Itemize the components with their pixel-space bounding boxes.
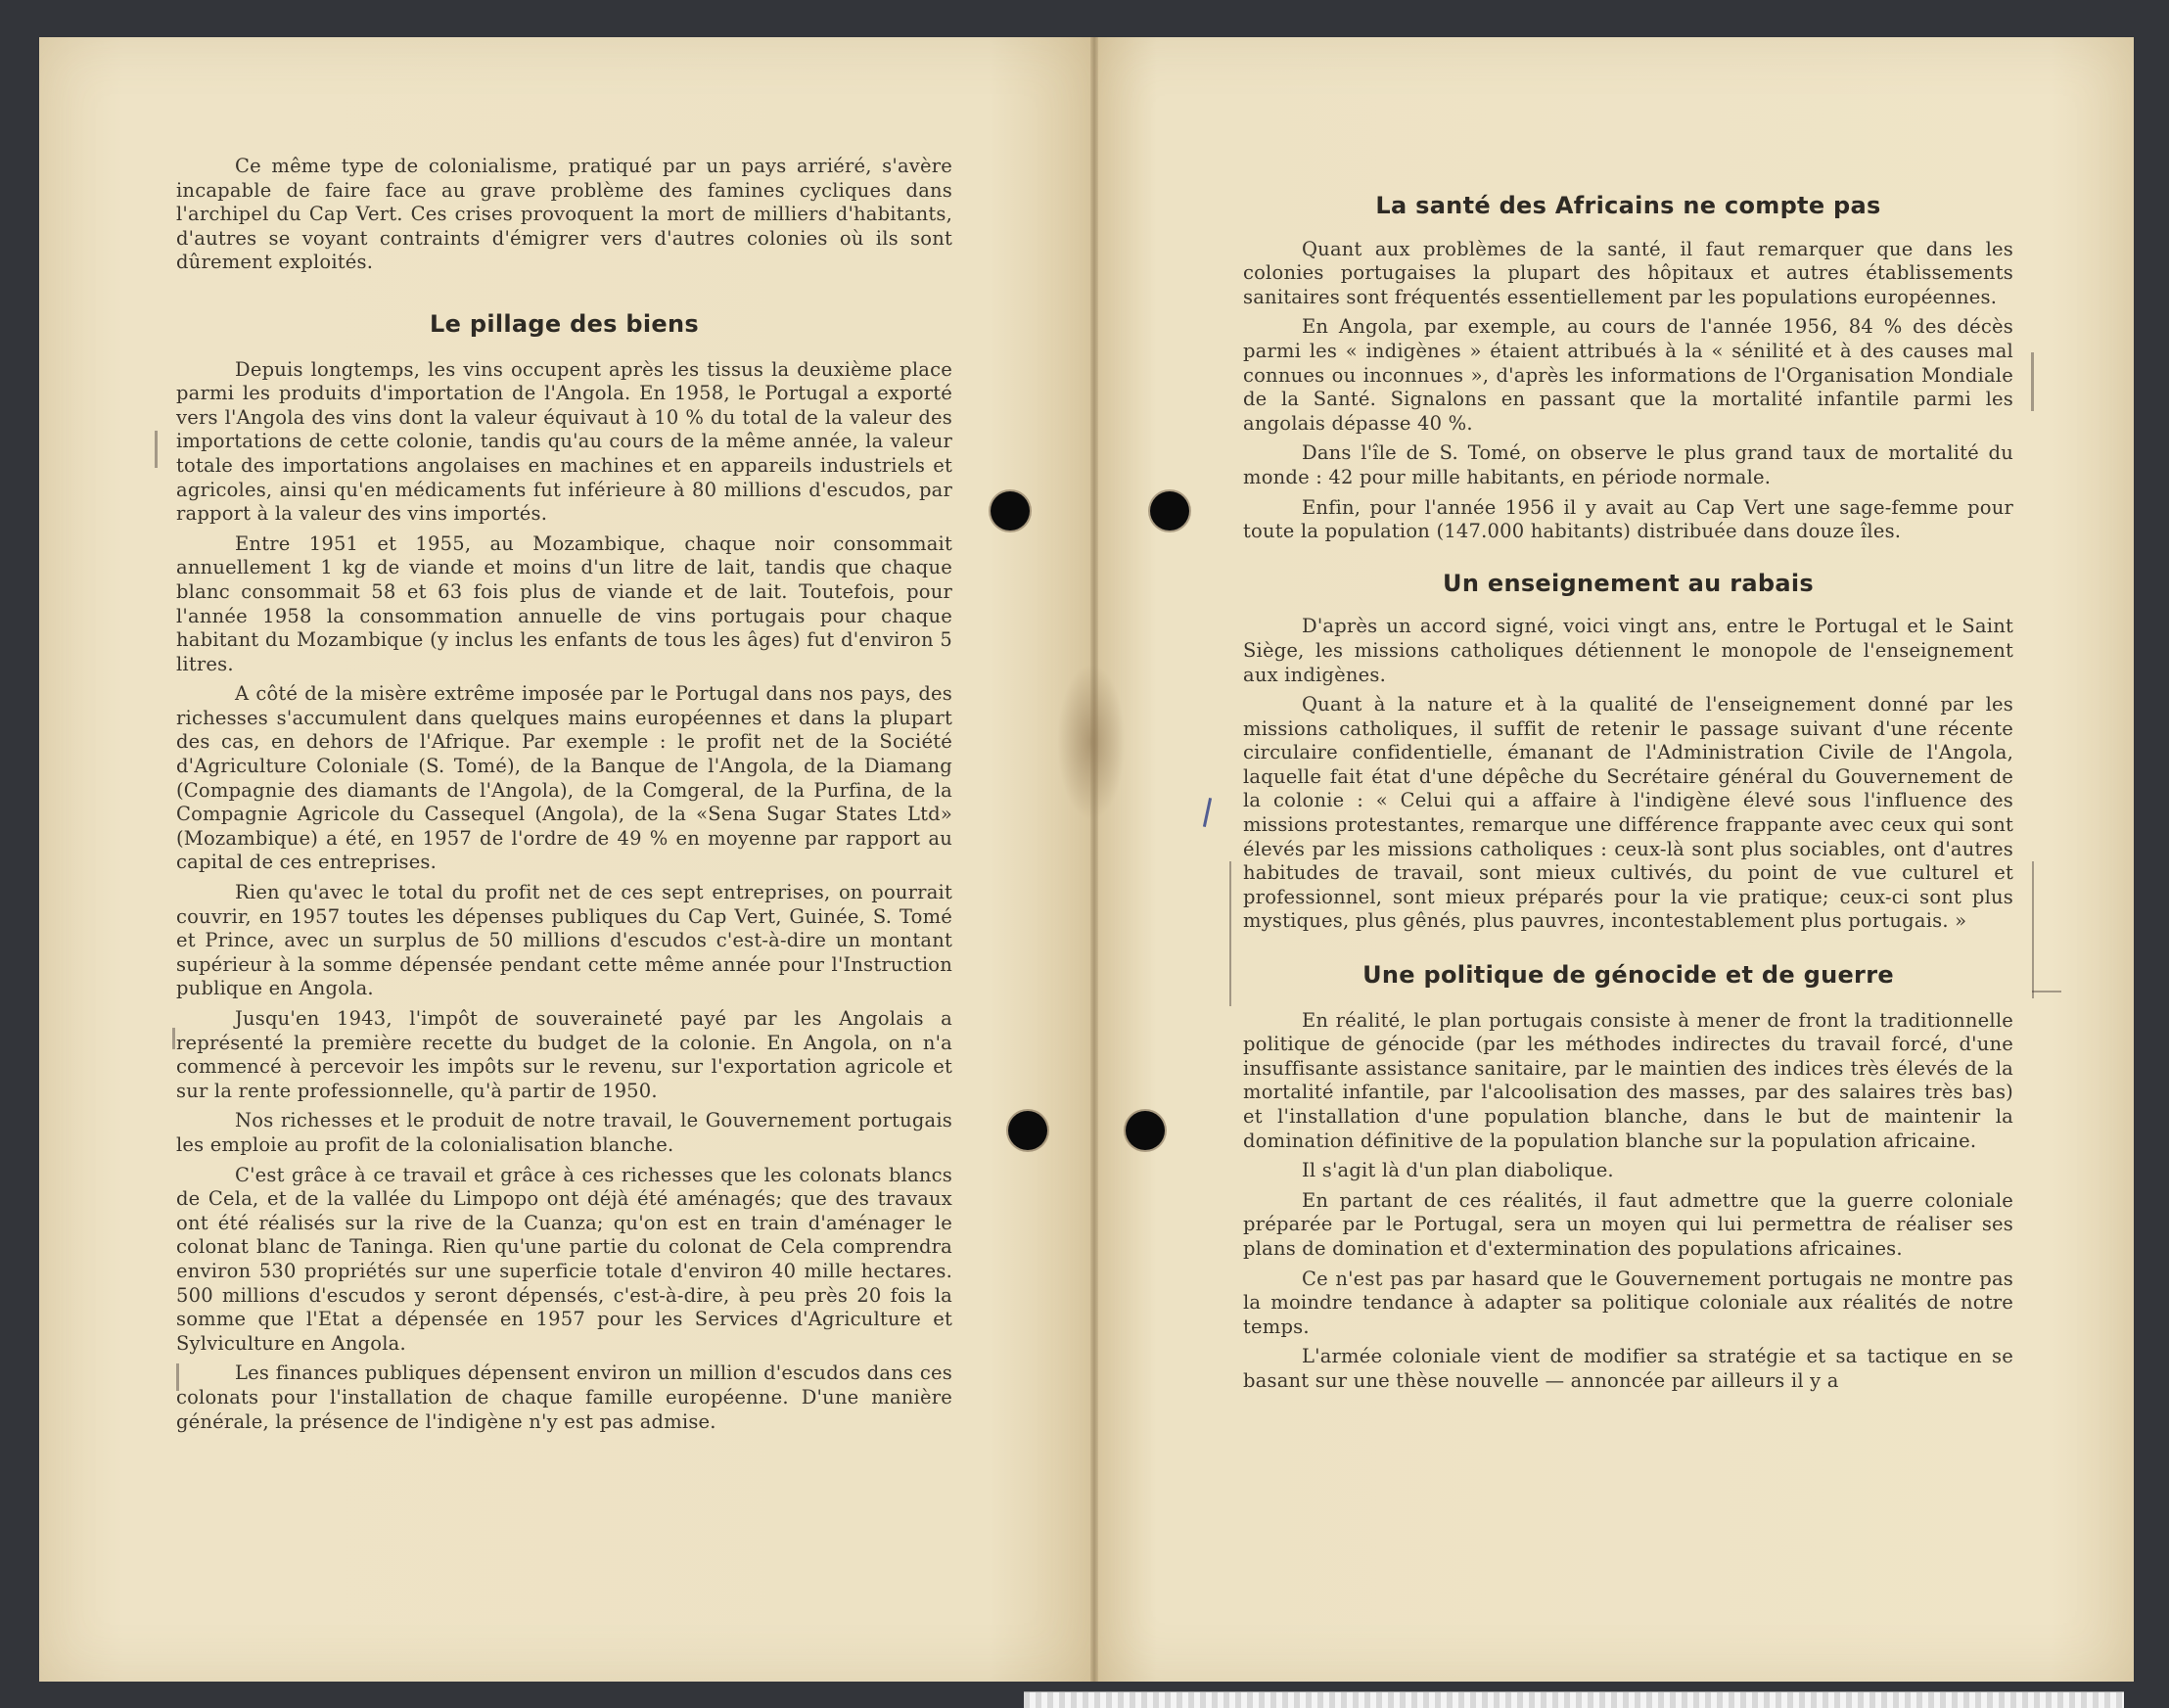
body-paragraph: Depuis longtemps, les vins occupent après les tissus la deuxième place parmi les produits d'importation de l'Angola. En 1958, le Portugal a exporté vers l'Angola des vins dont la valeur équivaut à 10 % du total de la valeur des importations de cette colonie, tandis qu'au cours de la même année, la valeur totale des importations angolaises en machines et en appareils industriels et agricoles, ainsi qu'en médicaments fut inférieure à 80 millions d'escudos, par rapport à la valeur des vins importés. [176, 357, 952, 526]
punch-hole [1008, 1111, 1047, 1150]
body-paragraph: Quant aux problèmes de la santé, il faut remarquer que dans les colonies portugaises la plupart des hôpitaux et autres établissements sanitaires sont fréquentés essentiellement par les populations européennes. [1243, 237, 2013, 308]
body-paragraph: Ce n'est pas par hasard que le Gouvernement portugais ne montre pas la moindre tendance à adapter sa politique coloniale aux réalités de notre temps. [1243, 1267, 2013, 1338]
section-title: Un enseignement au rabais [1443, 569, 1814, 597]
pencil-mark [2032, 991, 2061, 992]
punch-hole [1126, 1111, 1165, 1150]
pencil-mark [155, 431, 158, 468]
binding-gutter [1090, 37, 1098, 1682]
body-paragraph: Quant à la nature et à la qualité de l'enseignement donné par les missions catholiques, il suffit de retenir le passage suivant d'une récente circulaire confidentielle, émanant de l'Administration Civile de l'Angola, laquelle fait état d'une dépêche du Secrétaire général du Gouvernement de la colonie : « Celui qui a affaire à l'indigène élevé sous l'influence des missions protestantes, remarque une différence frappante avec ceux qui sont élevés par les missions catholiques : ceux-là sont plus sociables, ont d'autres habitudes de travail, sont mieux cultivés, du point de vue culturel et professionnel, sont mieux préparés pour la vie pratique; ceux-ci sont plus mystiques, plus gênés, plus pauvres, incontestablement plus portugais. » [1243, 693, 2013, 933]
margin-scribble [2034, 871, 2132, 969]
pencil-mark [2031, 352, 2034, 411]
body-paragraph: C'est grâce à ce travail et grâce à ces richesses que les colonats blancs de Cela, et de la vallée du Limpopo ont déjà été aménagés; que des travaux ont été réalisés sur la rive de la Cuanza; qu'on est en train d'aménager le colonat blanc de Taninga. Rien qu'une partie du colonat de Cela comprendra environ 530 propriétés sur une superficie totale d'environ 40 mille hectares. 500 millions d'escudos y seront dépensés, c'est-à-dire, à peu près 20 fois la somme que l'Etat a dépensée en 1957 pour les Services d'Agriculture et Sylviculture en Angola. [176, 1163, 952, 1355]
body-paragraph: En Angola, par exemple, au cours de l'année 1956, 84 % des décès parmi les « indigènes » étaient attribués à la « sénilité et à des causes mal connues ou inconnues », d'après les informations de l'Organisation Mondiale de la Santé. Signalons en passant que la mortalité infantile parmi les angolais dépasse 40 %. [1243, 315, 2013, 435]
binding-stain [1057, 664, 1126, 820]
punch-hole [991, 491, 1030, 531]
section-title: Une politique de génocide et de guerre [1362, 961, 1894, 990]
body-paragraph: Jusqu'en 1943, l'impôt de souveraineté payé par les Angolais a représenté la première recette du budget de la colonie. En Angola, on n'a commencé à percevoir les impôts sur le revenu, sur l'exportation agricole et sur la rente professionnelle, qu'à partir de 1950. [176, 1007, 952, 1102]
body-paragraph: En réalité, le plan portugais consiste à mener de front la traditionnelle politique de génocide (par les méthodes indirectes du travail forcé, d'une insuffisante assistance sanitaire, par le maintien des indices très élevés de la mortalité infantile, par l'alcoolisation des masses, par des salaires très bas) et l'installation d'une population blanche, dans le but de maintenir la domination définitive de la population blanche sur la population africaine. [1243, 1008, 2013, 1152]
body-paragraph: Il s'agit là d'un plan diabolique. [1302, 1159, 1614, 1182]
body-paragraph: L'armée coloniale vient de modifier sa stratégie et sa tactique en se basant sur une thèse nouvelle — annoncée par ailleurs il y a [1243, 1345, 2013, 1392]
body-paragraph: Rien qu'avec le total du profit net de ces sept entreprises, on pourrait couvrir, en 1957 toutes les dépenses publiques du Cap Vert, Guinée, S. Tomé et Prince, avec un surplus de 50 millions d'escudos c'est-à-dire un montant supérieur à la somme dépensée pendant cette même année pour l'Instruction publique en Angola. [176, 881, 952, 1000]
body-paragraph: Enfin, pour l'année 1956 il y avait au Cap Vert une sage-femme pour toute la population (147.000 habitants) distribuée dans douze îles. [1243, 495, 2013, 543]
body-paragraph: Nos richesses et le produit de notre travail, le Gouvernement portugais les emploie au profit de la colonialisation blanche. [176, 1109, 952, 1156]
section-title: Le pillage des biens [430, 309, 699, 338]
body-paragraph: Entre 1951 et 1955, au Mozambique, chaque noir consommait annuellement 1 kg de viande et moins d'un litre de lait, tandis que chaque blanc consommait 58 et 63 fois plus de viande et de lait. Toutefois, pour l'année 1958 la consommation annuelle de vins portugais pour chaque habitant du Mozambique (y inclus les enfants de tous les âges) fut d'environ 5 litres. [176, 531, 952, 675]
body-paragraph: Les finances publiques dépensent environ un million d'escudos dans ces colonats pour l'installation de chaque famille européenne. D'une manière générale, la présence de l'indigène n'y est pas admise. [176, 1362, 952, 1433]
body-paragraph: A côté de la misère extrême imposée par le Portugal dans nos pays, des richesses s'accumulent dans quelques mains européennes et dans la plupart des cas, en dehors de l'Afrique. Par exemple : le profit net de la Société d'Agriculture Coloniale (S. Tomé), de la Banque de l'Angola, de la Diamang (Compagnie des diamants de l'Angola), de la Comgeral, de la Purfina, de la Compagnie Agricole du Cassequel (Angola), de la «Sena Sugar States Ltd» (Mozambique) a été, en 1957 de l'ordre de 49 % en moyenne par rapport au capital de ces entreprises. [176, 682, 952, 874]
intro-paragraph: Ce même type de colonialisme, pratiqué par un pays arriéré, s'avère incapable de faire face au grave problème des famines cycliques dans l'archipel du Cap Vert. Ces crises provoquent la mort de milliers d'habitants, d'autres se voyant contraints d'émigrer vers d'autres colonies où ils sont dûrement exploités. [176, 155, 952, 274]
body-paragraph: Dans l'île de S. Tomé, on observe le plus grand taux de mortalité du monde : 42 pour mille habitants, en période normale. [1243, 441, 2013, 488]
left-column [176, 155, 952, 1440]
section-title: La santé des Africains ne compte pas [1375, 192, 1881, 219]
right-column [1243, 194, 2013, 1400]
pencil-mark [1229, 861, 1231, 1006]
punch-hole [1150, 491, 1189, 531]
body-paragraph: En partant de ces réalités, il faut admettre que la guerre coloniale préparée par le Portugal, sera un moyen qui lui permettra de réaliser ses plans de domination et d'extermination des populations africaines. [1243, 1188, 2013, 1260]
body-paragraph: D'après un accord signé, voici vingt ans, entre le Portugal et le Saint Siège, les missions catholiques détiennent le monopole de l'enseignement aux indigènes. [1243, 615, 2013, 686]
pencil-mark [172, 1028, 175, 1049]
scale-ruler [1024, 1691, 2124, 1708]
